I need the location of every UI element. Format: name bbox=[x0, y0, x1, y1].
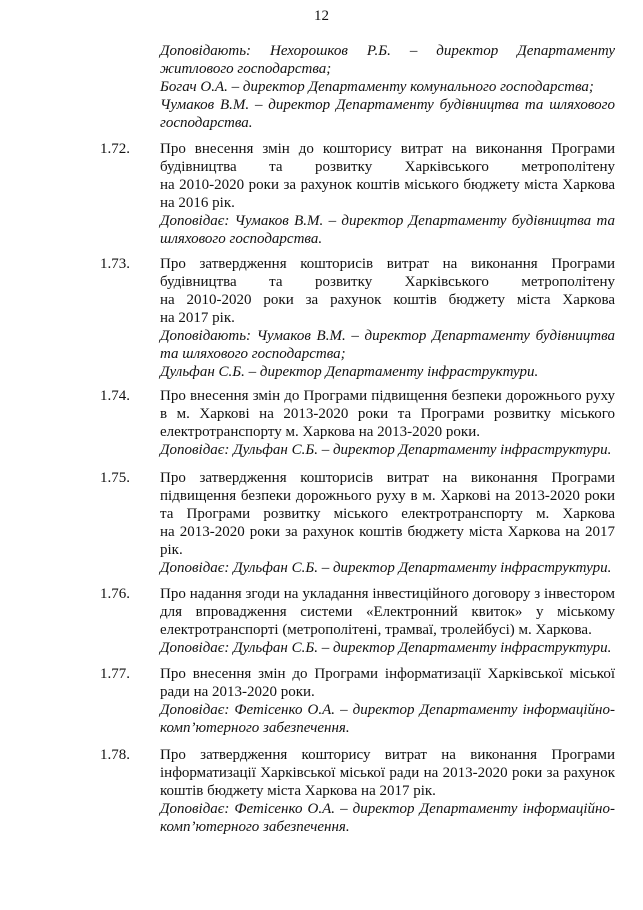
item-title-line: рік. bbox=[160, 542, 183, 558]
item-title-line: Про внесення змін до Програми підвищення безпеки дорожнього руху bbox=[160, 388, 615, 404]
item-reporter-line: комп’ютерного забезпечення. bbox=[160, 720, 350, 736]
reporter-line: господарства. bbox=[160, 115, 253, 131]
item-title-line: будівництва та розвитку Харківського метрополітену bbox=[160, 159, 615, 175]
agenda-item-1-77 bbox=[100, 665, 615, 737]
item-title-line: на 2017 рік. bbox=[160, 310, 235, 326]
agenda-item-1-78 bbox=[100, 746, 615, 836]
item-title-line: Про затвердження кошторисів витрат на виконання Програми bbox=[160, 470, 615, 486]
item-number: 1.73. bbox=[100, 256, 130, 272]
item-body bbox=[160, 387, 615, 459]
item-title-line: будівництва та розвитку Харківського метрополітену bbox=[160, 274, 615, 290]
item-title-line: коштів бюджету міста Харкова на 2017 рік. bbox=[160, 783, 436, 799]
item-title-line: на 2016 рік. bbox=[160, 195, 235, 211]
item-number: 1.74. bbox=[100, 388, 130, 404]
item-title-line: на 2010-2020 роки за рахунок коштів бюджету міста Харкова bbox=[160, 292, 615, 308]
reporter-line: Доповідають: Нехорошков Р.Б. – директор Департаменту bbox=[160, 43, 615, 59]
agenda-item-1-72 bbox=[100, 140, 615, 248]
item-reporter-line: Доповідає: Дульфан С.Б. – директор Департаменту інфраструктури. bbox=[160, 442, 612, 458]
item-reporter-line: та шляхового господарства; bbox=[160, 346, 346, 362]
item-number: 1.77. bbox=[100, 666, 130, 682]
item-reporter-line: комп’ютерного забезпечення. bbox=[160, 819, 350, 835]
item-number: 1.75. bbox=[100, 470, 130, 486]
item-title-line: електротранспорту м. Харкова на 2013-2020 роки. bbox=[160, 424, 480, 440]
item-reporter-line: Доповідає: Дульфан С.Б. – директор Департаменту інфраструктури. bbox=[160, 560, 612, 576]
item-body bbox=[160, 585, 615, 657]
item-title-line: Про внесення змін до Програми інформатизації Харківської міської bbox=[160, 666, 615, 682]
reporter-line: житлового господарства; bbox=[160, 61, 332, 77]
item-body bbox=[160, 255, 615, 381]
agenda-item-1-75 bbox=[100, 469, 615, 577]
item-reporter-line: Дульфан С.Б. – директор Департаменту інфраструктури. bbox=[160, 364, 539, 380]
item-body bbox=[160, 140, 615, 248]
item-title-line: інформатизації Харківської міської ради на 2013-2020 роки за рахунок bbox=[160, 765, 615, 781]
continued-reporters bbox=[160, 42, 615, 132]
item-reporter-line: Доповідають: Чумаков В.М. – директор Департаменту будівництва bbox=[160, 328, 615, 344]
agenda-item-1-74 bbox=[100, 387, 615, 459]
reporter-line: Богач О.А. – директор Департаменту комунального господарства; bbox=[160, 79, 594, 95]
item-number: 1.76. bbox=[100, 586, 130, 602]
item-title-line: для впровадження системи «Електронний квиток» у міському bbox=[160, 604, 615, 620]
item-body bbox=[160, 665, 615, 737]
item-title-line: та Програми розвитку міського електротранспорту м. Харкова bbox=[160, 506, 615, 522]
agenda-item-1-76 bbox=[100, 585, 615, 657]
item-reporter-line: Доповідає: Дульфан С.Б. – директор Департаменту інфраструктури. bbox=[160, 640, 612, 656]
item-reporter-line: шляхового господарства. bbox=[160, 231, 323, 247]
item-title-line: Про затвердження кошторису витрат на виконання Програми bbox=[160, 747, 615, 763]
reporter-line: Чумаков В.М. – директор Департаменту будівництва та шляхового bbox=[160, 97, 615, 113]
item-title-line: в м. Харкові на 2013-2020 роки та Програми розвитку міського bbox=[160, 406, 615, 422]
item-reporter-line: Доповідає: Фетісенко О.А. – директор Департаменту інформаційно- bbox=[160, 702, 615, 718]
item-body bbox=[160, 469, 615, 577]
item-number: 1.78. bbox=[100, 747, 130, 763]
item-title-line: на 2013-2020 роки за рахунок коштів бюджету міста Харкова на 2017 bbox=[160, 524, 615, 540]
item-title-line: електротранспорті (метрополітені, трамваї, тролейбусі) м. Харкова. bbox=[160, 622, 592, 638]
item-number: 1.72. bbox=[100, 141, 130, 157]
page-number: 12 bbox=[314, 8, 329, 24]
item-title-line: Про внесення змін до кошторису витрат на виконання Програми bbox=[160, 141, 615, 157]
agenda-item-1-73 bbox=[100, 255, 615, 381]
item-title-line: ради на 2013-2020 роки. bbox=[160, 684, 315, 700]
item-reporter-line: Доповідає: Чумаков В.М. – директор Департаменту будівництва та bbox=[160, 213, 615, 229]
item-title-line: Про затвердження кошторисів витрат на виконання Програми bbox=[160, 256, 615, 272]
item-title-line: Про надання згоди на укладання інвестиційного договору з інвестором bbox=[160, 586, 615, 602]
item-reporter-line: Доповідає: Фетісенко О.А. – директор Департаменту інформаційно- bbox=[160, 801, 615, 817]
item-body bbox=[160, 746, 615, 836]
item-title-line: на 2010-2020 роки за рахунок коштів міського бюджету міста Харкова bbox=[160, 177, 615, 193]
item-title-line: підвищення безпеки дорожнього руху в м. Харкові на 2013-2020 роки bbox=[160, 488, 615, 504]
